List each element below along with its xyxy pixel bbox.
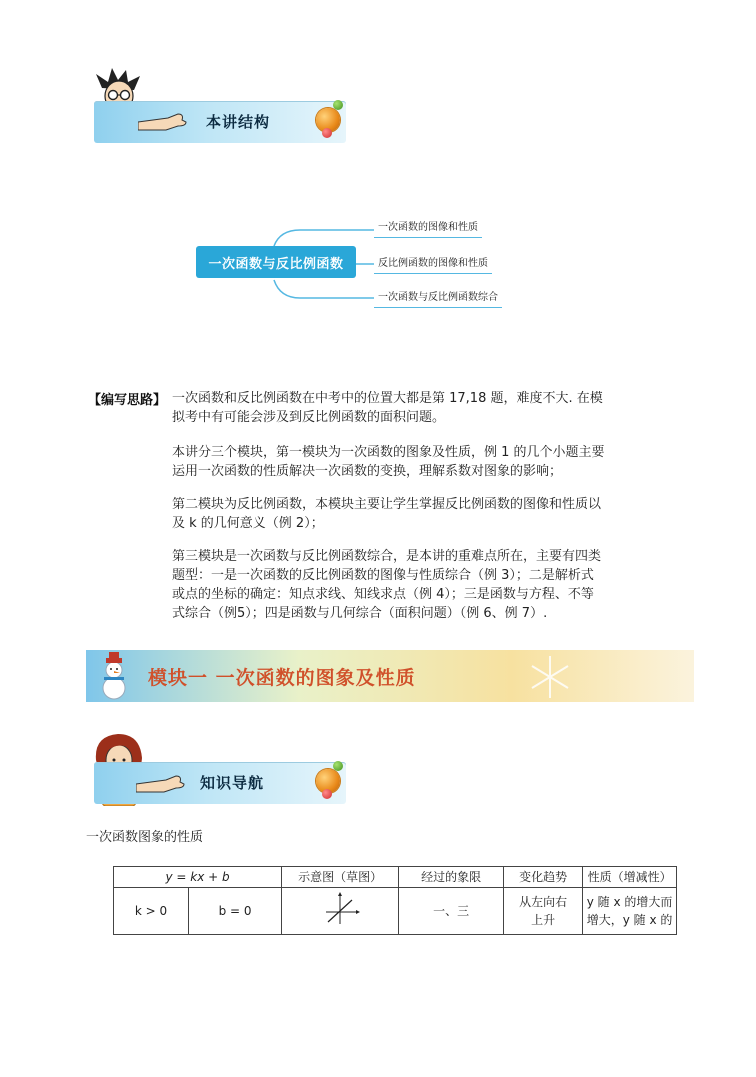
- cell-sketch: [282, 888, 399, 935]
- paragraph-1: [172, 389, 603, 427]
- mindmap-branch-inverse: 反比例函数的图像和性质: [374, 256, 492, 274]
- module-title: 模块一 一次函数的图象及性质: [148, 667, 416, 689]
- table-header-row: [114, 867, 677, 888]
- linear-function-properties-table: [113, 866, 677, 935]
- cell-b: b = 0: [189, 888, 282, 935]
- header-trend: 变化趋势: [504, 867, 583, 888]
- paragraph-2: [172, 443, 605, 481]
- cell-trend-line: 上升: [531, 913, 556, 927]
- header-property: 性质（增减性）: [583, 867, 677, 888]
- table-row: [114, 888, 677, 935]
- cell-property-line: 增大，y 随 x 的: [586, 913, 673, 927]
- paragraph-line: 拟考中有可能会涉及到反比例函数的面积问题。: [172, 410, 446, 425]
- cell-trend-line: 从左向右: [519, 895, 568, 909]
- mindmap-root: 一次函数与反比例函数: [196, 246, 356, 278]
- header-equation: y = kx + b: [114, 867, 282, 888]
- knowledge-banner-label: 知识导航: [200, 774, 265, 792]
- green-ornament-icon: [333, 100, 343, 110]
- cell-property: [583, 888, 677, 935]
- sketch-graph-icon: [320, 892, 360, 926]
- mindmap-branch-linear: 一次函数的图像和性质: [374, 220, 482, 238]
- paragraph-line: 本讲分三个模块，第一模块为一次函数的图象及性质，例 1 的几个小题主要: [172, 445, 605, 460]
- paragraph-line: 第三模块是一次函数与反比例函数综合，是本讲的重难点所在，主要有四类: [172, 549, 602, 564]
- paragraph-line: 一次函数和反比例函数在中考中的位置大都是第 17,18 题，难度不大. 在模: [172, 391, 603, 406]
- paragraph-3: [172, 495, 601, 533]
- section-heading: 一次函数图象的性质: [86, 830, 204, 845]
- snowflake-icon: [520, 652, 580, 702]
- cell-k: k > 0: [114, 888, 189, 935]
- header-sketch: 示意图（草图）: [282, 867, 399, 888]
- cell-property-line: y 随 x 的增大而: [586, 895, 673, 909]
- mindmap-branch-combined: 一次函数与反比例函数综合: [374, 290, 502, 308]
- pointing-hand-icon: [138, 108, 188, 134]
- paragraph-line: 及 k 的几何意义（例 2）；: [172, 516, 324, 531]
- snowman-icon: [90, 652, 140, 702]
- red-ornament-icon: [322, 789, 332, 799]
- red-ornament-icon: [322, 128, 332, 138]
- header-quadrants: 经过的象限: [399, 867, 504, 888]
- cell-trend: [504, 888, 583, 935]
- paragraph-line: 式综合（例5）；四是函数与几何综合（面积问题）（例 6、例 7）.: [172, 606, 548, 621]
- structure-banner-label: 本讲结构: [206, 113, 271, 131]
- writing-ideas-label: 【编写思路】: [88, 393, 167, 408]
- green-ornament-icon: [333, 761, 343, 771]
- pointing-hand-icon: [136, 770, 186, 796]
- paragraph-line: 或点的坐标的确定：知点求线、知线求点（例 4）；三是函数与方程、不等: [172, 587, 594, 602]
- paragraph-4: [172, 547, 601, 623]
- paragraph-line: 第二模块为反比例函数，本模块主要让学生掌握反比例函数的图像和性质以: [172, 497, 602, 512]
- paragraph-line: 运用一次函数的性质解决一次函数的变换，理解系数对图象的影响；: [172, 464, 563, 479]
- paragraph-line: 题型：一是一次函数的反比例函数的图像与性质综合（例 3）；二是解析式: [172, 568, 594, 583]
- cell-quadrants: 一、三: [399, 888, 504, 935]
